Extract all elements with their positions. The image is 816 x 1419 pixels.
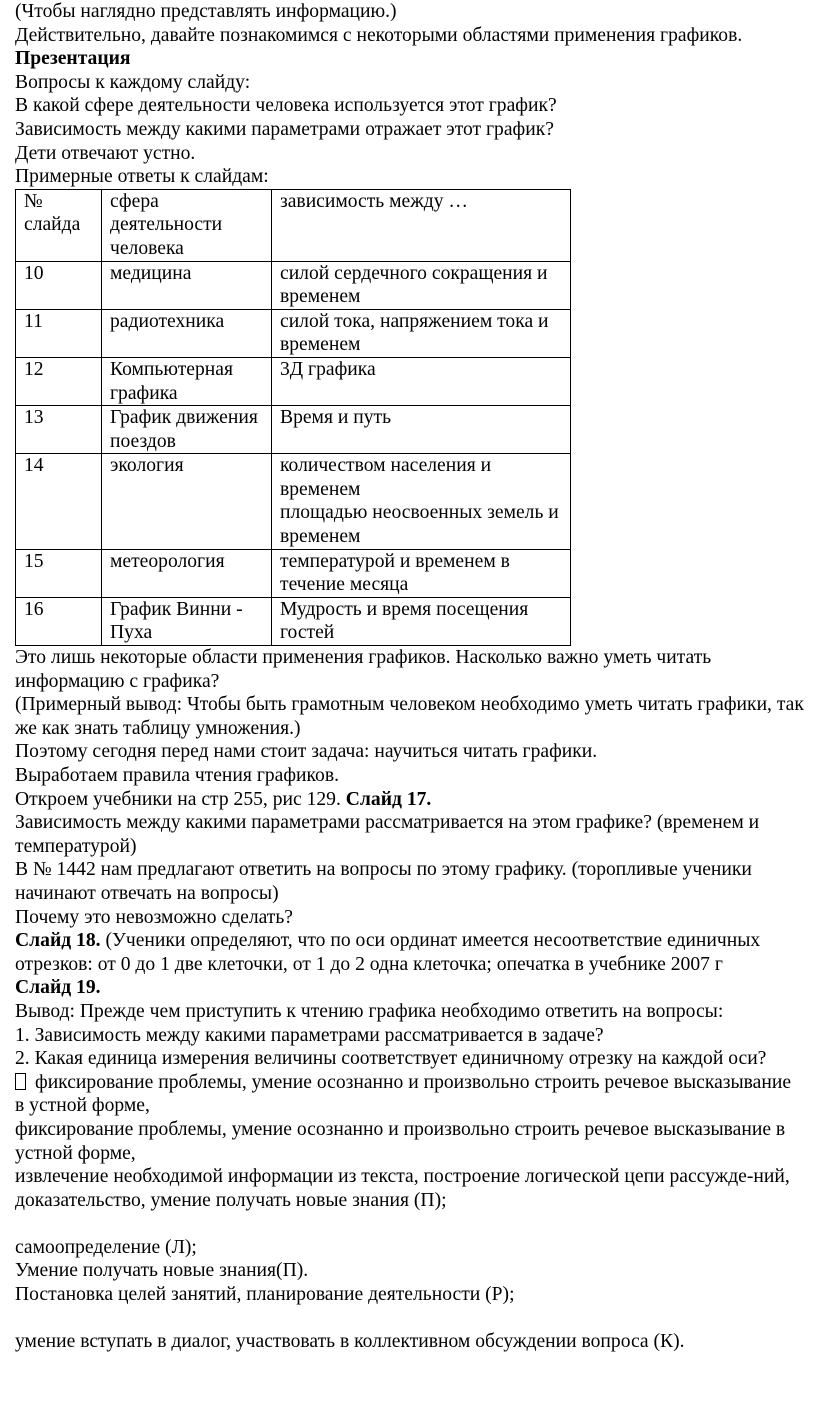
paragraph-graph-question: Зависимость между какими параметрами рассматривается на этом графике? (временем и температурой) [15, 812, 760, 857]
table-row [16, 454, 571, 549]
paragraph-skill-3: извлечение необходимой информации из текста, построение логической цепи рассужде-ний, доказательство, умение получать новые знания (П); [15, 1166, 790, 1211]
paragraph-new-knowledge: Умение получать новые знания(П). [15, 1260, 309, 1282]
dependency: 3Д графика [272, 357, 571, 405]
paragraph-slide-19 [15, 976, 805, 1000]
slide-17-label: Слайд 17. [345, 788, 432, 810]
slide-number: 10 [16, 261, 102, 309]
paragraph-exercise: В № 1442 нам предлагают ответить на вопросы по этому графику. (торопливые ученики начинают отвечать на вопросы) [15, 859, 752, 904]
table-row [16, 549, 571, 597]
paragraph-task: Поэтому сегодня перед нами стоит задача: научиться читать графики. [15, 741, 598, 763]
answers-intro: Примерные ответы к слайдам: [15, 166, 269, 188]
paragraph-why: Почему это невозможно сделать? [15, 906, 294, 928]
slide-18-text: (Ученики определяют, что по оси ординат имеется несоответствие единичных отрезков: от 0 до 1 две клеточки, от 1 до 2 одна клеточка; опечатка в учебнике 2007 г [15, 930, 761, 975]
field: радиотехника [102, 309, 272, 357]
intro-line-1: (Чтобы наглядно представлять информацию.) [15, 1, 397, 22]
dependency-cell [272, 454, 571, 549]
table-row [16, 597, 571, 645]
paragraph-question-2: 2. Какая единица измерения величины соответствует единичному отрезку на каждой оси? [15, 1048, 767, 1070]
paragraph-self-determination: самоопределение (Л); [15, 1236, 197, 1258]
slide-18-label: Слайд 18. [15, 930, 101, 952]
paragraph-rules: Выработаем правила чтения графиков. [15, 765, 339, 786]
field: метеорология [102, 549, 272, 597]
paragraph-dialogue: умение вступать в диалог, участвовать в коллективном обсуждении вопроса (К). [15, 1331, 685, 1353]
presentation-heading [15, 47, 805, 71]
header-dependency: зависимость между … [272, 189, 571, 261]
field: медицина [102, 261, 272, 309]
paragraph-conclusion: Вывод: Прежде чем приступить к чтению графика необходимо ответить на вопросы: [15, 1000, 724, 1022]
dependency: Время и путь [272, 406, 571, 454]
header-slide-number: № слайда [16, 189, 102, 261]
questions-intro: Вопросы к каждому слайду: [15, 71, 251, 93]
slide-number: 16 [16, 597, 102, 645]
answers-table [15, 189, 571, 646]
paragraph-textbook [15, 788, 805, 812]
paragraph-question-1: 1. Зависимость между какими параметрами рассматривается в задаче? [15, 1024, 604, 1046]
paragraph-goal-setting: Постановка целей занятий, планирование деятельности (Р); [15, 1284, 515, 1306]
paragraph-importance: Это лишь некоторые области применения графиков. Насколько важно уметь читать информацию с графика? [15, 647, 712, 692]
missing-glyph-icon [15, 1073, 26, 1090]
field: График Винни - Пуха [102, 597, 272, 645]
paragraph-skill-2: фиксирование проблемы, умение осознанно и произвольно строить речевое высказывание в устной форме, [15, 1118, 786, 1164]
paragraph-skill-1 [15, 1071, 805, 1118]
presentation-heading-text: Презентация [15, 48, 131, 70]
spacer [15, 1212, 805, 1236]
field: Компьютерная графика [102, 357, 272, 405]
textbook-text: Откроем учебники на стр 255, рис 129. [15, 788, 346, 810]
question-2: Зависимость между какими параметрами отражает этот график? [15, 118, 554, 140]
paragraph-slide-18 [15, 929, 805, 976]
table-row [16, 357, 571, 405]
dependency-second: площадью неосвоенных земель и временем [280, 502, 559, 548]
dependency: температурой и временем в течение месяца [272, 549, 571, 597]
header-field: сфера деятельности человека [102, 189, 272, 261]
table-header-row [16, 189, 571, 261]
table-row [16, 309, 571, 357]
intro-line-2: Действительно, давайте познакомимся с некоторыми областями применения графиков. [15, 24, 743, 46]
dependency: Мудрость и время посещения гостей [272, 597, 571, 645]
table-row [16, 406, 571, 454]
children-answer-note: Дети отвечают устно. [15, 142, 196, 164]
dependency: количеством населения и временем [280, 455, 492, 500]
dependency: силой тока, напряжением тока и временем [272, 309, 571, 357]
slide-number: 11 [16, 309, 102, 357]
slide-number: 15 [16, 549, 102, 597]
slide-19-label: Слайд 19. [15, 977, 101, 999]
slide-number: 14 [16, 454, 102, 549]
field: экология [102, 454, 272, 549]
slide-number: 13 [16, 406, 102, 454]
skill-1-text: фиксирование проблемы, умение осознанно и произвольно строить речевое высказывание в устной форме, [15, 1071, 792, 1117]
dependency: силой сердечного сокращения и временем [272, 261, 571, 309]
field: График движения поездов [102, 406, 272, 454]
paragraph-conclusion-example: (Примерный вывод: Чтобы быть грамотным человеком необходимо уметь читать графики, так же как знать таблицу умножения.) [15, 694, 804, 739]
question-1: В какой сфере деятельности человека используется этот график? [15, 95, 557, 117]
slide-number: 12 [16, 357, 102, 405]
table-row [16, 261, 571, 309]
spacer [15, 1307, 805, 1331]
